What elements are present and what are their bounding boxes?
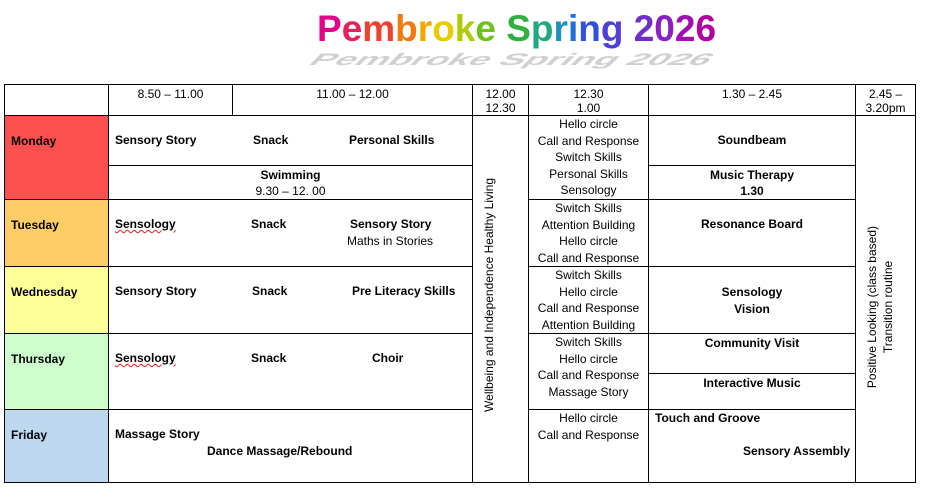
day-thursday: Thursday xyxy=(5,334,109,410)
title-letter: 2 xyxy=(633,8,655,49)
title-letter: r xyxy=(417,8,433,49)
monday-snack: Snack xyxy=(253,133,289,147)
positive-column xyxy=(856,116,916,483)
title-letter: i xyxy=(567,8,579,49)
tuesday-lunch: Switch Skills Attention Building Hello circle Call and Response xyxy=(529,200,649,267)
title-letter: 2 xyxy=(674,8,696,49)
tuesday-resonance-board: Resonance Board xyxy=(649,200,856,267)
wednesday-lunch: Switch Skills Hello circle Call and Response Attention Building xyxy=(529,267,649,334)
thursday-snack: Snack xyxy=(251,351,287,365)
header-slot-2: 11.00 – 12.00 xyxy=(233,85,473,116)
title-letter: b xyxy=(395,8,418,49)
title-letter: m xyxy=(362,8,396,49)
positive-looking-label: Positive Looking (class based) Transition routine xyxy=(865,226,895,389)
monday-lunch: Hello circle Call and Response Switch Skills Personal Skills Sensology xyxy=(529,116,649,200)
timetable xyxy=(4,84,916,483)
title-area xyxy=(0,2,925,72)
monday-music-therapy: Music Therapy 1.30 xyxy=(649,166,856,200)
title-letter: P xyxy=(317,8,342,49)
header-slot-4: 12.30 1.00 xyxy=(529,85,649,116)
header-slot-3: 12.00 12.30 xyxy=(473,85,529,116)
title-letter xyxy=(623,8,633,50)
thursday-interactive-music: Interactive Music xyxy=(649,374,856,410)
tuesday-sensology: Sensology xyxy=(115,217,176,231)
friday-sensory-assembly: Sensory Assembly xyxy=(743,444,850,458)
title-letter: e xyxy=(341,8,363,49)
day-wednesday: Wednesday xyxy=(5,267,109,334)
header-slot-1: 8.50 – 11.00 xyxy=(109,85,233,116)
tuesday-row xyxy=(5,200,916,267)
day-tuesday: Tuesday xyxy=(5,200,109,267)
friday-touch-and-groove: Touch and Groove xyxy=(655,411,761,425)
wednesday-snack: Snack xyxy=(252,284,288,298)
thursday-sensology: Sensology xyxy=(115,351,176,365)
monday-swimming: Swimming 9.30 – 12. 00 xyxy=(109,166,473,200)
wednesday-sensology-vision: Sensology Vision xyxy=(649,267,856,334)
header-slot-6: 2.45 – 3.20pm xyxy=(856,85,916,116)
thursday-row xyxy=(5,334,916,374)
friday-dance-massage: Dance Massage/Rebound xyxy=(207,444,353,458)
wellbeing-label: Wellbeing and Independence Healthy Living xyxy=(482,178,496,412)
monday-row xyxy=(5,116,916,166)
tuesday-snack: Snack xyxy=(251,217,287,231)
thursday-community-visit: Community Visit xyxy=(649,334,856,374)
title-letter: n xyxy=(578,8,601,49)
monday-morning xyxy=(109,116,473,166)
title-shadow: Pembroke Spring 2026 xyxy=(303,50,721,69)
wednesday-morning xyxy=(109,267,473,334)
tuesday-maths-in-stories: Maths in Stories xyxy=(347,234,434,248)
monday-soundbeam: Soundbeam xyxy=(649,116,856,166)
title-letter: g xyxy=(600,8,624,49)
header-slot-5: 1.30 – 2.45 xyxy=(649,85,856,116)
day-monday: Monday xyxy=(5,116,109,200)
header-row xyxy=(5,85,916,116)
tuesday-morning xyxy=(109,200,473,267)
monday-row-2 xyxy=(5,166,916,200)
monday-personal-skills: Personal Skills xyxy=(349,133,435,147)
title-letter: k xyxy=(454,8,476,49)
friday-massage-story: Massage Story xyxy=(115,427,200,441)
title-letter: 6 xyxy=(695,8,717,49)
title-letter: 0 xyxy=(654,8,675,49)
day-friday: Friday xyxy=(5,410,109,483)
title-letter xyxy=(496,8,506,50)
wednesday-sensory-story: Sensory Story xyxy=(115,284,197,298)
title-letter: r xyxy=(553,8,568,49)
header-corner xyxy=(5,85,109,116)
title-letter: e xyxy=(475,8,496,49)
title-letter: p xyxy=(530,8,554,49)
friday-lunch: Hello circle Call and Response xyxy=(529,410,649,483)
wednesday-row xyxy=(5,267,916,334)
thursday-choir: Choir xyxy=(372,351,404,365)
friday-afternoon xyxy=(649,410,856,483)
wellbeing-column xyxy=(473,116,529,483)
tuesday-sensory-story: Sensory Story xyxy=(350,217,432,231)
thursday-morning xyxy=(109,334,473,410)
friday-row xyxy=(5,410,916,483)
thursday-lunch: Switch Skills Hello circle Call and Response Massage Story xyxy=(529,334,649,410)
monday-sensory-story: Sensory Story xyxy=(115,133,197,147)
friday-morning xyxy=(109,410,473,483)
wednesday-pre-literacy: Pre Literacy Skills xyxy=(352,284,456,298)
title-letter: o xyxy=(432,8,455,49)
title-letter: S xyxy=(506,8,531,49)
page-title xyxy=(317,8,716,50)
